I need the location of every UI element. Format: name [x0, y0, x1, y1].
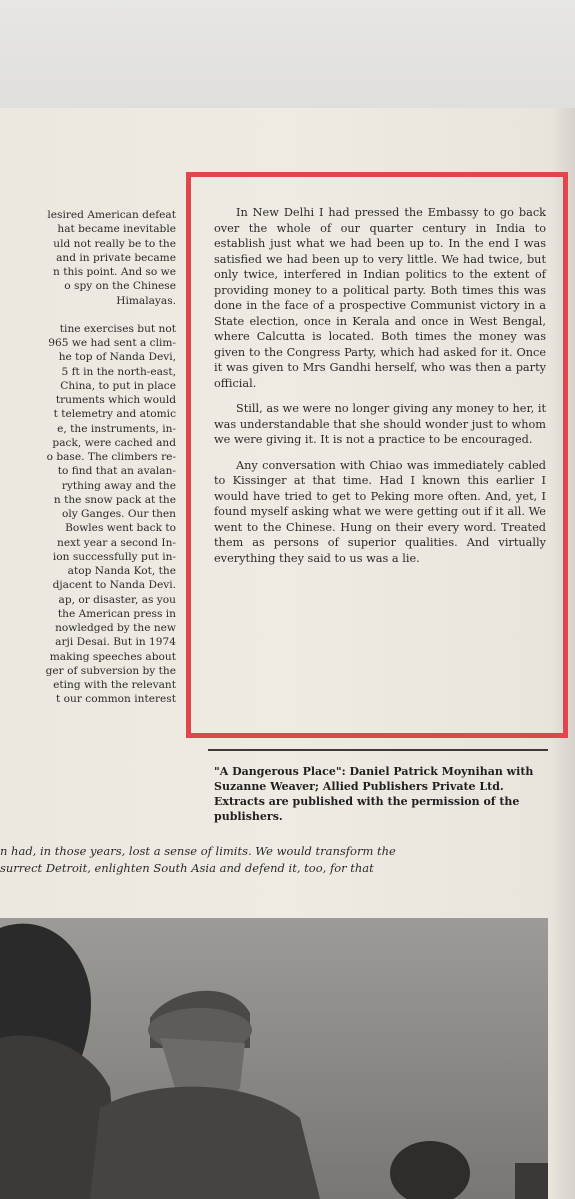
left-column-line: tine exercises but not: [59, 322, 176, 335]
left-column-line: o spy on the Chinese: [64, 280, 176, 293]
left-column-line: [0, 308, 176, 322]
bottom-text-line-1: n had, in those years, lost a sense of limits. We would transform the: [0, 844, 396, 858]
left-column-line: o base. The climbers re-: [46, 451, 176, 463]
left-column-line: rything away and the: [61, 479, 176, 492]
left-column-line: arji Desai. But in 1974: [55, 636, 176, 649]
red-highlight-box: [186, 172, 568, 738]
left-column-line: ion successfully put in-: [52, 550, 176, 563]
left-column-line: oly Ganges. Our then: [61, 508, 176, 520]
left-column-line: and in private became: [56, 251, 176, 264]
left-column-line: 965 we had sent a clim-: [48, 337, 176, 349]
article-paragraph-3: Any conversation with Chiao was immediately cabled to Kissinger at that time. Had I known this earlier I would have tried to get to Peking more often. And, yet, I found myself asking what we were getting out if it all. We went to the Chinese. Hung on their every word. Treated them as persons of superior qualities. And virtually everything they said to us was a lie.: [214, 458, 546, 565]
left-column-line: atop Nanda Kot, the: [67, 565, 176, 577]
left-column-line: uld not really be to the: [53, 237, 176, 250]
left-column-line: lesired American defeat: [47, 209, 176, 221]
left-column-line: 5 ft in the north-east,: [61, 365, 176, 378]
left-column-line: djacent to Nanda Devi.: [52, 579, 176, 592]
left-column-text: [0, 208, 176, 808]
left-column-line: he top of Nanda Devi,: [58, 351, 176, 364]
left-column-line: t telemetry and atomic: [53, 408, 176, 421]
left-column-line: pack, were cached and: [52, 436, 176, 449]
article-paragraph-2: Still, as we were no longer giving any money to her, it was understandable that she should wonder just to whom we were giving it. It is not a practice to be encouraged.: [214, 402, 546, 446]
left-column-line: making speeches about: [49, 650, 176, 663]
news-photo: [0, 918, 548, 1199]
left-column-line: China, to put in place: [60, 379, 176, 392]
bottom-text-line-2: surrect Detroit, enlighten South Asia and defend it, too, for that: [0, 861, 374, 875]
left-column-line: e, the instruments, in-: [57, 422, 176, 435]
left-column-line: to find that an avalan-: [57, 465, 176, 478]
left-column-line: n this point. And so we: [53, 266, 176, 278]
left-column-line: hat became inevitable: [57, 223, 176, 236]
left-column-line: the American press in: [57, 607, 176, 620]
left-column-line: next year a second In-: [57, 536, 176, 549]
bottom-text-block: [0, 843, 560, 877]
left-column-line: truments which would: [55, 394, 176, 406]
left-column-line: t our common interest: [56, 693, 176, 706]
caption-divider: [208, 749, 548, 751]
background-top: [0, 0, 575, 108]
photo-soldiers-image: [0, 918, 548, 1199]
left-column-line: ap, or disaster, as you: [58, 593, 176, 606]
left-column-line: nowledged by the new: [55, 622, 176, 634]
left-column-line: ger of subversion by the: [45, 664, 176, 677]
article-paragraph-1: In New Delhi I had pressed the Embassy to go back over the whole of our quarter century in India to establish just what we had been up to. In the end I was satisfied we had been up to very little. We had twice, but only twice, interfered in Indian politics to the extent of providing money to a political party. Both times this was done in the face of a prospective Communist victory in a State election, once in Kerala and once in West Bengal, where Calcutta is located. Both times the money was given to the Congress Party, which had asked for it. Once it was given to Mrs Gandhi herself, who was then a party official.: [214, 206, 546, 390]
left-column-line: Himalayas.: [116, 294, 176, 307]
left-column-line: eting with the relevant: [53, 679, 176, 691]
left-column-line: n the snow pack at the: [53, 493, 176, 506]
left-column-line: Bowles went back to: [65, 522, 176, 535]
source-caption: "A Dangerous Place": Daniel Patrick Moynihan with Suzanne Weaver; Allied Publishers Private Ltd. Extracts are published with the permission of the publishers.: [214, 765, 534, 823]
